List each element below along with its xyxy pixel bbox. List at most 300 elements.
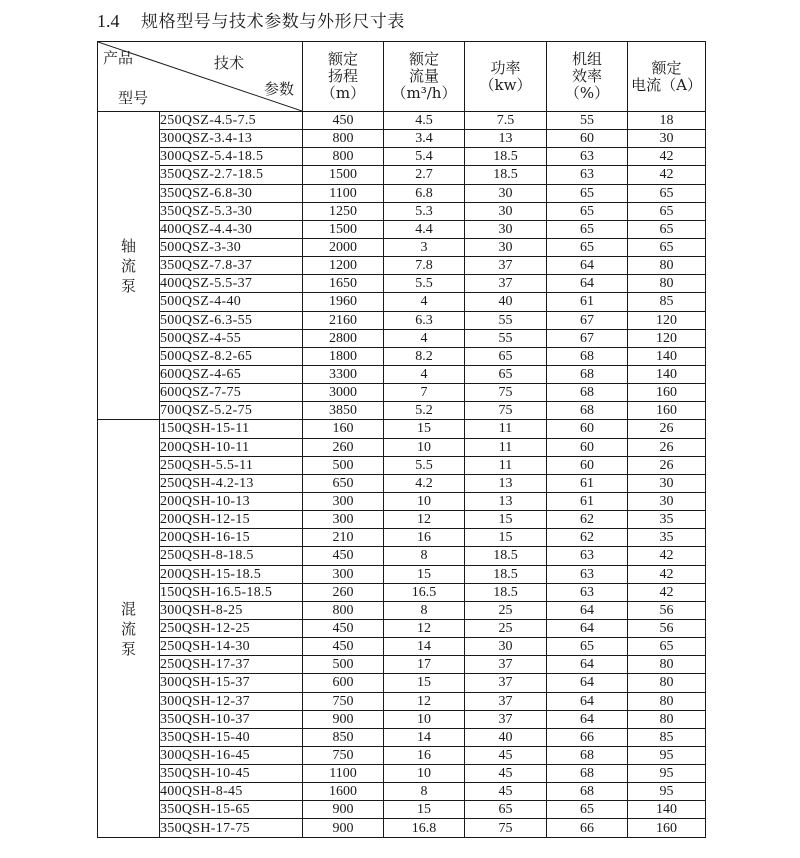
header-line: 效率 bbox=[571, 67, 602, 85]
model-cell: 300QSH-8-25 bbox=[160, 601, 303, 619]
flow-cell: 3 bbox=[384, 238, 465, 256]
power-cell: 30 bbox=[465, 202, 547, 220]
table-row bbox=[98, 347, 706, 365]
header-line: 额定 bbox=[651, 58, 682, 77]
model-cell: 200QSH-15-18.5 bbox=[160, 565, 303, 583]
power-cell: 7.5 bbox=[465, 112, 547, 130]
power-cell: 25 bbox=[465, 619, 547, 637]
head-cell: 1600 bbox=[303, 783, 384, 801]
header-line: 扬程 bbox=[327, 67, 358, 85]
power-cell: 45 bbox=[465, 746, 547, 764]
model-cell: 350QSZ-7.8-37 bbox=[160, 257, 303, 275]
efficiency-cell: 68 bbox=[547, 746, 628, 764]
model-cell: 350QSH-17-75 bbox=[160, 819, 303, 837]
flow-cell: 7.8 bbox=[384, 257, 465, 275]
efficiency-cell: 64 bbox=[547, 275, 628, 293]
power-cell: 18.5 bbox=[465, 583, 547, 601]
pump-type-label-char: 泵 bbox=[120, 276, 136, 295]
model-cell: 350QSZ-5.3-30 bbox=[160, 202, 303, 220]
model-cell: 250QSH-12-25 bbox=[160, 619, 303, 637]
head-cell: 3300 bbox=[303, 365, 384, 383]
model-cell: 400QSH-8-45 bbox=[160, 783, 303, 801]
head-cell: 1100 bbox=[303, 184, 384, 202]
table-row bbox=[98, 329, 706, 347]
model-cell: 150QSH-15-11 bbox=[160, 420, 303, 438]
table-row bbox=[98, 130, 706, 148]
flow-cell: 15 bbox=[384, 801, 465, 819]
efficiency-cell: 65 bbox=[547, 184, 628, 202]
flow-cell: 5.5 bbox=[384, 275, 465, 293]
power-cell: 15 bbox=[465, 511, 547, 529]
efficiency-cell: 61 bbox=[547, 492, 628, 510]
head-cell: 500 bbox=[303, 456, 384, 474]
table-row bbox=[98, 220, 706, 238]
head-cell: 260 bbox=[303, 583, 384, 601]
table-row bbox=[98, 402, 706, 420]
header-line: 额定 bbox=[327, 50, 358, 68]
pump-type-label-char: 流 bbox=[120, 619, 136, 638]
power-cell: 18.5 bbox=[465, 148, 547, 166]
power-cell: 11 bbox=[465, 456, 547, 474]
header-line: （%） bbox=[564, 84, 610, 102]
current-cell: 30 bbox=[628, 130, 706, 148]
power-cell: 30 bbox=[465, 238, 547, 256]
model-cell: 200QSH-10-13 bbox=[160, 492, 303, 510]
model-cell: 350QSZ-2.7-18.5 bbox=[160, 166, 303, 184]
efficiency-cell: 68 bbox=[547, 347, 628, 365]
table-row bbox=[98, 238, 706, 256]
head-cell: 1960 bbox=[303, 293, 384, 311]
power-cell: 18.5 bbox=[465, 547, 547, 565]
power-cell: 11 bbox=[465, 420, 547, 438]
current-cell: 95 bbox=[628, 765, 706, 783]
flow-cell: 16.8 bbox=[384, 819, 465, 837]
head-cell: 500 bbox=[303, 656, 384, 674]
pump-type-label-char: 流 bbox=[120, 256, 136, 275]
power-cell: 13 bbox=[465, 492, 547, 510]
model-cell: 250QSH-5.5-11 bbox=[160, 456, 303, 474]
efficiency-cell: 64 bbox=[547, 601, 628, 619]
current-cell: 42 bbox=[628, 565, 706, 583]
table-row bbox=[98, 692, 706, 710]
flow-cell: 7 bbox=[384, 384, 465, 402]
flow-cell: 2.7 bbox=[384, 166, 465, 184]
power-cell: 45 bbox=[465, 765, 547, 783]
head-cell: 1500 bbox=[303, 166, 384, 184]
current-cell: 26 bbox=[628, 438, 706, 456]
model-cell: 250QSH-17-37 bbox=[160, 656, 303, 674]
model-cell: 500QSZ-3-30 bbox=[160, 238, 303, 256]
power-cell: 13 bbox=[465, 474, 547, 492]
head-cell: 2160 bbox=[303, 311, 384, 329]
power-cell: 25 bbox=[465, 601, 547, 619]
model-cell: 600QSZ-4-65 bbox=[160, 365, 303, 383]
model-cell: 350QSH-10-37 bbox=[160, 710, 303, 728]
efficiency-cell: 68 bbox=[547, 783, 628, 801]
efficiency-cell: 66 bbox=[547, 819, 628, 837]
header-line: 电流（A） bbox=[631, 75, 702, 94]
current-cell: 80 bbox=[628, 257, 706, 275]
power-cell: 75 bbox=[465, 402, 547, 420]
power-cell: 55 bbox=[465, 329, 547, 347]
model-cell: 400QSZ-4.4-30 bbox=[160, 220, 303, 238]
model-cell: 250QSZ-4.5-7.5 bbox=[160, 112, 303, 130]
power-cell: 13 bbox=[465, 130, 547, 148]
flow-cell: 15 bbox=[384, 674, 465, 692]
power-cell: 40 bbox=[465, 293, 547, 311]
header-line: 机组 bbox=[571, 50, 602, 68]
pump-type-label-char: 轴 bbox=[120, 236, 136, 255]
model-cell: 500QSZ-4-55 bbox=[160, 329, 303, 347]
efficiency-cell: 65 bbox=[547, 202, 628, 220]
table-row bbox=[98, 438, 706, 456]
power-cell: 37 bbox=[465, 674, 547, 692]
flow-cell: 8.2 bbox=[384, 347, 465, 365]
flow-cell: 5.4 bbox=[384, 148, 465, 166]
head-cell: 800 bbox=[303, 601, 384, 619]
table-row bbox=[98, 148, 706, 166]
power-cell: 30 bbox=[465, 638, 547, 656]
efficiency-cell: 68 bbox=[547, 402, 628, 420]
head-cell: 300 bbox=[303, 511, 384, 529]
corner-label-model: 型号 bbox=[118, 89, 149, 107]
table-row bbox=[98, 765, 706, 783]
flow-cell: 6.8 bbox=[384, 184, 465, 202]
header-line: （m） bbox=[320, 84, 366, 102]
power-cell: 18.5 bbox=[465, 166, 547, 184]
current-cell: 80 bbox=[628, 656, 706, 674]
current-cell: 56 bbox=[628, 601, 706, 619]
efficiency-cell: 63 bbox=[547, 547, 628, 565]
current-cell: 42 bbox=[628, 148, 706, 166]
current-cell: 42 bbox=[628, 547, 706, 565]
efficiency-cell: 65 bbox=[547, 238, 628, 256]
current-cell: 95 bbox=[628, 783, 706, 801]
flow-cell: 8 bbox=[384, 547, 465, 565]
table-row bbox=[98, 819, 706, 837]
spec-table bbox=[97, 41, 706, 838]
model-cell: 350QSZ-6.8-30 bbox=[160, 184, 303, 202]
pump-type-group-cell bbox=[98, 112, 160, 420]
header-line: （kw） bbox=[479, 75, 532, 94]
power-cell: 55 bbox=[465, 311, 547, 329]
head-cell: 160 bbox=[303, 420, 384, 438]
flow-cell: 15 bbox=[384, 565, 465, 583]
current-cell: 30 bbox=[628, 474, 706, 492]
table-row bbox=[98, 275, 706, 293]
flow-cell: 4 bbox=[384, 293, 465, 311]
flow-cell: 5.5 bbox=[384, 456, 465, 474]
header-rated-head bbox=[303, 42, 384, 112]
current-cell: 65 bbox=[628, 202, 706, 220]
efficiency-cell: 63 bbox=[547, 565, 628, 583]
current-cell: 80 bbox=[628, 674, 706, 692]
header-power bbox=[465, 42, 547, 112]
efficiency-cell: 63 bbox=[547, 166, 628, 184]
head-cell: 900 bbox=[303, 801, 384, 819]
table-row bbox=[98, 384, 706, 402]
table-header bbox=[98, 42, 706, 112]
current-cell: 65 bbox=[628, 638, 706, 656]
head-cell: 210 bbox=[303, 529, 384, 547]
efficiency-cell: 60 bbox=[547, 420, 628, 438]
flow-cell: 15 bbox=[384, 420, 465, 438]
efficiency-cell: 63 bbox=[547, 148, 628, 166]
flow-cell: 12 bbox=[384, 619, 465, 637]
efficiency-cell: 62 bbox=[547, 511, 628, 529]
efficiency-cell: 65 bbox=[547, 801, 628, 819]
flow-cell: 3.4 bbox=[384, 130, 465, 148]
model-cell: 200QSH-16-15 bbox=[160, 529, 303, 547]
model-cell: 250QSH-14-30 bbox=[160, 638, 303, 656]
table-row bbox=[98, 529, 706, 547]
table-row bbox=[98, 619, 706, 637]
efficiency-cell: 67 bbox=[547, 329, 628, 347]
power-cell: 11 bbox=[465, 438, 547, 456]
head-cell: 750 bbox=[303, 746, 384, 764]
head-cell: 450 bbox=[303, 619, 384, 637]
current-cell: 18 bbox=[628, 112, 706, 130]
table-row bbox=[98, 112, 706, 130]
model-cell: 250QSH-8-18.5 bbox=[160, 547, 303, 565]
current-cell: 80 bbox=[628, 275, 706, 293]
model-cell: 500QSZ-8.2-65 bbox=[160, 347, 303, 365]
head-cell: 900 bbox=[303, 710, 384, 728]
model-cell: 200QSH-12-15 bbox=[160, 511, 303, 529]
table-row bbox=[98, 547, 706, 565]
current-cell: 85 bbox=[628, 293, 706, 311]
current-cell: 42 bbox=[628, 583, 706, 601]
table-row bbox=[98, 601, 706, 619]
model-cell: 300QSH-12-37 bbox=[160, 692, 303, 710]
current-cell: 26 bbox=[628, 456, 706, 474]
header-line: 额定 bbox=[408, 50, 439, 68]
power-cell: 40 bbox=[465, 728, 547, 746]
flow-cell: 12 bbox=[384, 692, 465, 710]
efficiency-cell: 61 bbox=[547, 474, 628, 492]
model-cell: 200QSH-10-11 bbox=[160, 438, 303, 456]
head-cell: 1650 bbox=[303, 275, 384, 293]
model-cell: 350QSH-15-40 bbox=[160, 728, 303, 746]
efficiency-cell: 66 bbox=[547, 728, 628, 746]
efficiency-cell: 62 bbox=[547, 529, 628, 547]
efficiency-cell: 64 bbox=[547, 674, 628, 692]
efficiency-cell: 61 bbox=[547, 293, 628, 311]
table-row bbox=[98, 257, 706, 275]
current-cell: 56 bbox=[628, 619, 706, 637]
table-row bbox=[98, 565, 706, 583]
efficiency-cell: 64 bbox=[547, 710, 628, 728]
pump-type-label-char: 混 bbox=[120, 599, 136, 618]
flow-cell: 10 bbox=[384, 765, 465, 783]
flow-cell: 4.2 bbox=[384, 474, 465, 492]
table-row bbox=[98, 293, 706, 311]
power-cell: 30 bbox=[465, 184, 547, 202]
header-rated-flow bbox=[384, 42, 465, 112]
current-cell: 95 bbox=[628, 746, 706, 764]
model-cell: 500QSZ-4-40 bbox=[160, 293, 303, 311]
flow-cell: 4 bbox=[384, 365, 465, 383]
section-number: 1.4 bbox=[97, 11, 120, 31]
table-row bbox=[98, 674, 706, 692]
table-body bbox=[98, 112, 706, 838]
model-cell: 350QSH-15-65 bbox=[160, 801, 303, 819]
power-cell: 75 bbox=[465, 384, 547, 402]
flow-cell: 14 bbox=[384, 728, 465, 746]
header-unit-efficiency bbox=[547, 42, 628, 112]
current-cell: 35 bbox=[628, 529, 706, 547]
head-cell: 650 bbox=[303, 474, 384, 492]
efficiency-cell: 65 bbox=[547, 220, 628, 238]
head-cell: 1100 bbox=[303, 765, 384, 783]
header-rated-current bbox=[628, 42, 706, 112]
head-cell: 450 bbox=[303, 638, 384, 656]
head-cell: 800 bbox=[303, 130, 384, 148]
efficiency-cell: 68 bbox=[547, 384, 628, 402]
model-cell: 700QSZ-5.2-75 bbox=[160, 402, 303, 420]
efficiency-cell: 64 bbox=[547, 619, 628, 637]
head-cell: 800 bbox=[303, 148, 384, 166]
flow-cell: 4.5 bbox=[384, 112, 465, 130]
current-cell: 160 bbox=[628, 402, 706, 420]
current-cell: 120 bbox=[628, 329, 706, 347]
flow-cell: 4.4 bbox=[384, 220, 465, 238]
current-cell: 65 bbox=[628, 220, 706, 238]
head-cell: 2800 bbox=[303, 329, 384, 347]
head-cell: 3850 bbox=[303, 402, 384, 420]
pump-type-group-cell bbox=[98, 420, 160, 837]
power-cell: 65 bbox=[465, 801, 547, 819]
model-cell: 350QSH-10-45 bbox=[160, 765, 303, 783]
current-cell: 65 bbox=[628, 238, 706, 256]
current-cell: 35 bbox=[628, 511, 706, 529]
head-cell: 3000 bbox=[303, 384, 384, 402]
flow-cell: 14 bbox=[384, 638, 465, 656]
power-cell: 30 bbox=[465, 220, 547, 238]
model-cell: 300QSZ-3.4-13 bbox=[160, 130, 303, 148]
head-cell: 450 bbox=[303, 112, 384, 130]
corner-label-technical: 技术 bbox=[214, 54, 245, 72]
head-cell: 450 bbox=[303, 547, 384, 565]
efficiency-cell: 63 bbox=[547, 583, 628, 601]
model-cell: 300QSH-16-45 bbox=[160, 746, 303, 764]
power-cell: 37 bbox=[465, 257, 547, 275]
efficiency-cell: 64 bbox=[547, 656, 628, 674]
current-cell: 80 bbox=[628, 692, 706, 710]
table-row bbox=[98, 184, 706, 202]
table-row bbox=[98, 638, 706, 656]
current-cell: 26 bbox=[628, 420, 706, 438]
table-row bbox=[98, 365, 706, 383]
head-cell: 600 bbox=[303, 674, 384, 692]
flow-cell: 10 bbox=[384, 438, 465, 456]
section-title-text: 规格型号与技术参数与外形尺寸表 bbox=[141, 12, 405, 32]
table-row bbox=[98, 583, 706, 601]
current-cell: 65 bbox=[628, 184, 706, 202]
corner-label-product: 产品 bbox=[103, 49, 134, 67]
flow-cell: 10 bbox=[384, 492, 465, 510]
table-row bbox=[98, 311, 706, 329]
table-row bbox=[98, 710, 706, 728]
flow-cell: 8 bbox=[384, 783, 465, 801]
power-cell: 18.5 bbox=[465, 565, 547, 583]
current-cell: 85 bbox=[628, 728, 706, 746]
power-cell: 15 bbox=[465, 529, 547, 547]
head-cell: 750 bbox=[303, 692, 384, 710]
power-cell: 75 bbox=[465, 819, 547, 837]
flow-cell: 5.2 bbox=[384, 402, 465, 420]
flow-cell: 8 bbox=[384, 601, 465, 619]
head-cell: 900 bbox=[303, 819, 384, 837]
flow-cell: 16.5 bbox=[384, 583, 465, 601]
flow-cell: 6.3 bbox=[384, 311, 465, 329]
table-row bbox=[98, 166, 706, 184]
model-cell: 250QSH-4.2-13 bbox=[160, 474, 303, 492]
current-cell: 160 bbox=[628, 819, 706, 837]
corner-header-cell bbox=[98, 42, 303, 112]
efficiency-cell: 65 bbox=[547, 638, 628, 656]
head-cell: 300 bbox=[303, 492, 384, 510]
head-cell: 260 bbox=[303, 438, 384, 456]
table-row bbox=[98, 202, 706, 220]
model-cell: 500QSZ-6.3-55 bbox=[160, 311, 303, 329]
flow-cell: 16 bbox=[384, 529, 465, 547]
header-row bbox=[98, 42, 706, 112]
power-cell: 37 bbox=[465, 710, 547, 728]
current-cell: 30 bbox=[628, 492, 706, 510]
model-cell: 400QSZ-5.5-37 bbox=[160, 275, 303, 293]
model-cell: 150QSH-16.5-18.5 bbox=[160, 583, 303, 601]
table-row bbox=[98, 420, 706, 438]
pump-type-label-char: 泵 bbox=[120, 639, 136, 658]
efficiency-cell: 64 bbox=[547, 257, 628, 275]
flow-cell: 5.3 bbox=[384, 202, 465, 220]
flow-cell: 17 bbox=[384, 656, 465, 674]
flow-cell: 12 bbox=[384, 511, 465, 529]
corner-label-parameters: 参数 bbox=[264, 80, 295, 98]
table-row bbox=[98, 783, 706, 801]
power-cell: 45 bbox=[465, 783, 547, 801]
current-cell: 140 bbox=[628, 801, 706, 819]
current-cell: 42 bbox=[628, 166, 706, 184]
table-row bbox=[98, 474, 706, 492]
table-row bbox=[98, 456, 706, 474]
flow-cell: 16 bbox=[384, 746, 465, 764]
header-line: （m³/h） bbox=[391, 84, 457, 102]
header-line: 流量 bbox=[408, 67, 439, 85]
head-cell: 300 bbox=[303, 565, 384, 583]
power-cell: 37 bbox=[465, 275, 547, 293]
table-row bbox=[98, 656, 706, 674]
power-cell: 65 bbox=[465, 365, 547, 383]
table-row bbox=[98, 492, 706, 510]
efficiency-cell: 60 bbox=[547, 438, 628, 456]
table-row bbox=[98, 511, 706, 529]
efficiency-cell: 60 bbox=[547, 456, 628, 474]
efficiency-cell: 68 bbox=[547, 765, 628, 783]
table-row bbox=[98, 728, 706, 746]
power-cell: 37 bbox=[465, 656, 547, 674]
current-cell: 140 bbox=[628, 365, 706, 383]
table-row bbox=[98, 746, 706, 764]
flow-cell: 4 bbox=[384, 329, 465, 347]
table-row bbox=[98, 801, 706, 819]
header-line: 功率 bbox=[490, 58, 521, 77]
head-cell: 1200 bbox=[303, 257, 384, 275]
efficiency-cell: 68 bbox=[547, 365, 628, 383]
current-cell: 120 bbox=[628, 311, 706, 329]
head-cell: 2000 bbox=[303, 238, 384, 256]
